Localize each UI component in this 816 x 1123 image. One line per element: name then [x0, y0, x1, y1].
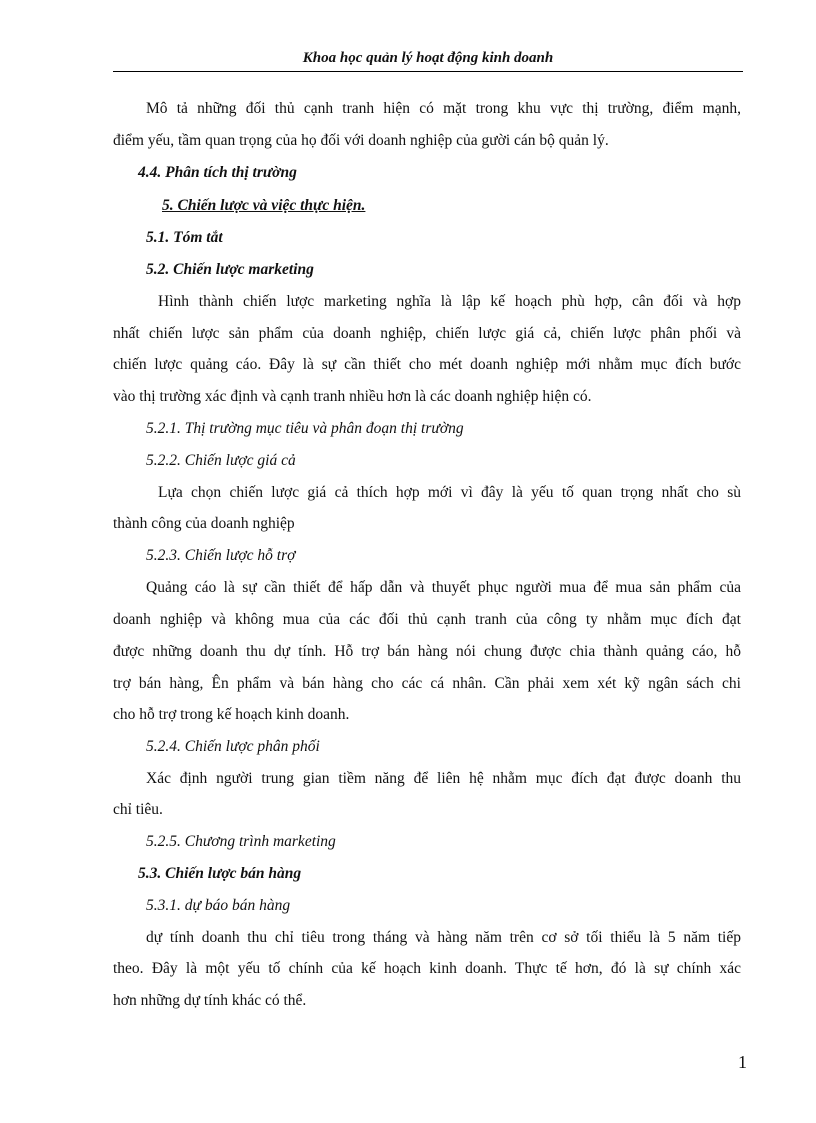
paragraph-line: cho hỗ trợ trong kế hoạch kinh doanh. — [113, 706, 350, 723]
paragraph-line: Quảng cáo là sự cần thiết để hấp dẫn và thuyết phục người mua để mua sản phẩm của — [146, 579, 741, 596]
paragraph-line: chiến lược quảng cáo. Đây là sự cần thiết cho mét doanh nghiệp mới nhằm mục đích bước — [113, 356, 741, 373]
paragraph-line: vào thị trường xác định và cạnh tranh nhiều hơn là các doanh nghiệp hiện có. — [113, 388, 592, 405]
section-heading-5-1: 5.1. Tóm tắt — [146, 229, 223, 246]
section-heading-5-3: 5.3. Chiến lược bán hàng — [138, 865, 302, 882]
subsection-heading-5-2-4: 5.2.4. Chiến lược phân phối — [146, 738, 320, 755]
subsection-heading-5-3-1: 5.3.1. dự báo bán hàng — [146, 897, 291, 914]
running-header: Khoa học quản lý hoạt động kinh doanh — [113, 50, 743, 72]
subsection-heading-5-2-1: 5.2.1. Thị trường mục tiêu và phân đoạn thị trường — [146, 420, 464, 437]
section-heading-4-4: 4.4. Phân tích thị trường — [138, 164, 297, 181]
section-heading-5-text: 5. Chiến lược và việc thực hiện. — [162, 197, 366, 214]
subsection-heading-5-2-3: 5.2.3. Chiến lược hỗ trợ — [146, 547, 296, 564]
paragraph-line: Lựa chọn chiến lược giá cả thích hợp mới vì đây là yếu tố quan trọng nhất cho sù — [158, 484, 741, 501]
subsection-heading-5-2-5: 5.2.5. Chương trình marketing — [146, 833, 336, 850]
paragraph-line: theo. Đây là một yếu tố chính của kế hoạch kinh doanh. Thực tế hơn, đó là sự chính xác — [113, 960, 741, 977]
paragraph-line: chỉ tiêu. — [113, 801, 163, 818]
paragraph-line: điểm yếu, tầm quan trọng của họ đối với doanh nghiệp của gười cán bộ quản lý. — [113, 132, 609, 149]
paragraph-line: nhất chiến lược sản phẩm của doanh nghiệp, chiến lược giá cả, chiến lược phân phối và — [113, 325, 741, 342]
subsection-heading-5-2-2: 5.2.2. Chiến lược giá cả — [146, 452, 296, 469]
paragraph-line: Mô tả những đối thủ cạnh tranh hiện có mặt trong khu vực thị trường, điểm mạnh, — [146, 100, 741, 117]
paragraph-line: Xác định người trung gian tiềm năng để liên hệ nhằm mục đích đạt được doanh thu — [146, 770, 741, 787]
paragraph-line: trợ bán hàng, Ên phẩm và bán hàng cho các cá nhân. Cần phải xem xét kỹ ngân sách chi — [113, 675, 741, 692]
page-number: 1 — [738, 1052, 747, 1072]
paragraph-line: doanh nghiệp và không mua của các đối thủ cạnh tranh của công ty nhằm mục đích đạt — [113, 611, 741, 628]
paragraph-line: Hình thành chiến lược marketing nghĩa là lập kế hoạch phù hợp, cân đối và hợp — [158, 293, 741, 310]
paragraph-line: thành công của doanh nghiệp — [113, 515, 295, 532]
section-heading-5 — [162, 197, 790, 215]
paragraph-line: được những doanh thu dự tính. Hỗ trợ bán hàng nói chung được chia thành quảng cáo, hỗ — [113, 643, 741, 660]
paragraph-line: hơn những dự tính khác có thể. — [113, 992, 307, 1009]
section-heading-5-2: 5.2. Chiến lược marketing — [146, 261, 314, 278]
paragraph-line: dự tính doanh thu chỉ tiêu trong tháng và hàng năm trên cơ sở tối thiểu là 5 năm tiếp — [146, 929, 741, 946]
